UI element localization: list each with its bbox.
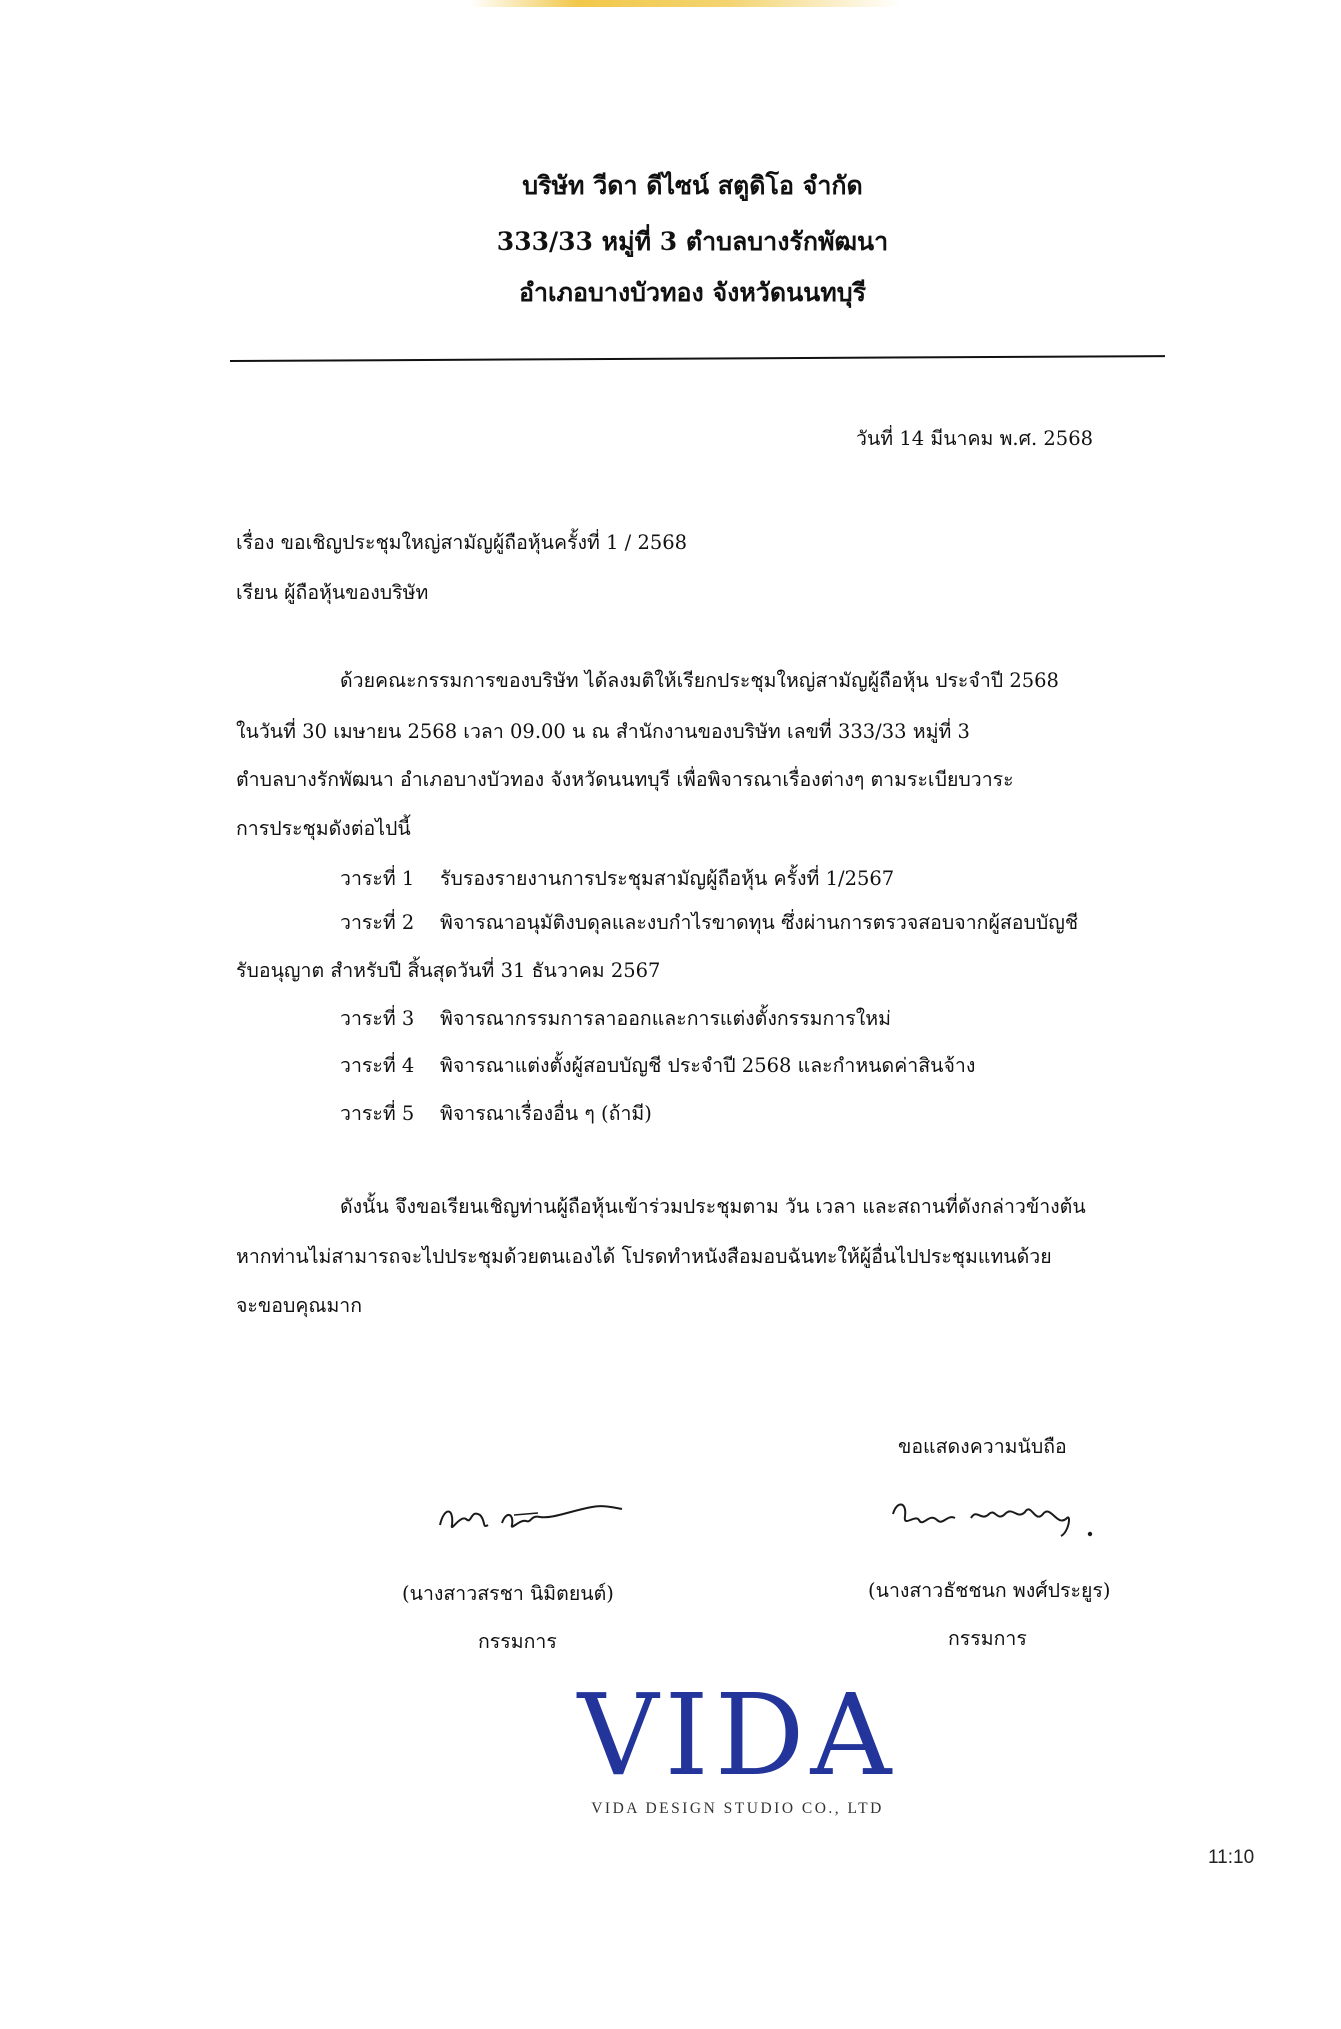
body-line-1: ด้วยคณะกรรมการของบริษัท ได้ลงมติให้เรียกประชุมใหญ่สามัญผู้ถือหุ้น ประจำปี 2568 bbox=[340, 669, 1059, 692]
company-logo bbox=[565, 1671, 910, 1818]
company-address-line1: 333/33 หมู่ที่ 3 ตำบลบางรักพัฒนา bbox=[496, 227, 889, 256]
body-line-4: การประชุมดังต่อไปนี้ bbox=[236, 817, 411, 840]
signatory-1-name: (นางสาวสรชา นิมิตยนต์) bbox=[402, 1582, 614, 1605]
agenda-item-1 bbox=[340, 863, 894, 894]
agenda-item-2 bbox=[340, 907, 1078, 938]
agenda-text: พิจารณากรรมการลาออกและการแต่งตั้งกรรมการใหม่ bbox=[440, 1007, 891, 1030]
agenda-item-4 bbox=[340, 1050, 975, 1081]
closing-salutation: ขอแสดงความนับถือ bbox=[898, 1435, 1067, 1458]
letter-date: วันที่ 14 มีนาคม พ.ศ. 2568 bbox=[856, 427, 1094, 450]
agenda-label: วาระที่ 4 bbox=[340, 1054, 415, 1077]
company-name: บริษัท วีดา ดีไซน์ สตูดิโอ จำกัด bbox=[522, 171, 863, 200]
top-color-strip bbox=[470, 0, 900, 7]
logo-wordmark: VIDA bbox=[577, 1671, 898, 1801]
conclusion-line-3: จะขอบคุณมาก bbox=[236, 1294, 363, 1317]
conclusion-line-1: ดังนั้น จึงขอเรียนเชิญท่านผู้ถือหุ้นเข้าร่วมประชุมตาม วัน เวลา และสถานที่ดังกล่าวข้างต้น bbox=[340, 1195, 1086, 1218]
signatory-1-position: กรรมการ bbox=[478, 1630, 557, 1653]
agenda-text: พิจารณาเรื่องอื่น ๆ (ถ้ามี) bbox=[440, 1102, 652, 1125]
agenda-label: วาระที่ 3 bbox=[340, 1007, 415, 1030]
agenda-item-5 bbox=[340, 1098, 652, 1129]
signatory-2-name: (นางสาวธัชชนก พงศ์ประยูร) bbox=[868, 1579, 1111, 1602]
signature-1 bbox=[430, 1485, 630, 1545]
company-address-line2: อำเภอบางบัวทอง จังหวัดนนทบุรี bbox=[518, 278, 867, 307]
signatory-2-position: กรรมการ bbox=[948, 1627, 1027, 1650]
agenda-label: วาระที่ 5 bbox=[340, 1102, 415, 1125]
agenda-text: พิจารณาอนุมัติงบดุลและงบกำไรขาดทุน ซึ่งผ่านการตรวจสอบจากผู้สอบบัญชี bbox=[440, 911, 1079, 934]
letter-recipient: เรียน ผู้ถือหุ้นของบริษัท bbox=[236, 581, 429, 604]
body-line-2: ในวันที่ 30 เมษายน 2568 เวลา 09.00 น ณ สำนักงานของบริษัท เลขที่ 333/33 หมู่ที่ 3 bbox=[236, 720, 970, 743]
agenda-label: วาระที่ 1 bbox=[340, 867, 415, 890]
timestamp: 11:10 bbox=[1208, 1847, 1255, 1868]
header-divider bbox=[230, 355, 1165, 362]
signature-2 bbox=[885, 1484, 1100, 1544]
agenda-label: วาระที่ 2 bbox=[340, 911, 415, 934]
agenda-text: พิจารณาแต่งตั้งผู้สอบบัญชี ประจำปี 2568 และกำหนดค่าสินจ้าง bbox=[440, 1054, 976, 1077]
letter-subject: เรื่อง ขอเชิญประชุมใหญ่สามัญผู้ถือหุ้นครั้งที่ 1 / 2568 bbox=[236, 531, 688, 554]
agenda-item-2-continuation: รับอนุญาต สำหรับปี สิ้นสุดวันที่ 31 ธันวาคม 2567 bbox=[236, 959, 661, 982]
body-line-3: ตำบลบางรักพัฒนา อำเภอบางบัวทอง จังหวัดนนทบุรี เพื่อพิจารณาเรื่องต่างๆ ตามระเบียบวาระ bbox=[236, 768, 1014, 791]
logo-subtitle: VIDA DESIGN STUDIO CO., LTD bbox=[591, 1800, 884, 1817]
conclusion-line-2: หากท่านไม่สามารถจะไปประชุมด้วยตนเองได้ โปรดทำหนังสือมอบฉันทะให้ผู้อื่นไปประชุมแทนด้วย bbox=[236, 1245, 1052, 1268]
agenda-item-3 bbox=[340, 1003, 891, 1034]
agenda-text: รับรองรายงานการประชุมสามัญผู้ถือหุ้น ครั้งที่ 1/2567 bbox=[440, 867, 895, 890]
